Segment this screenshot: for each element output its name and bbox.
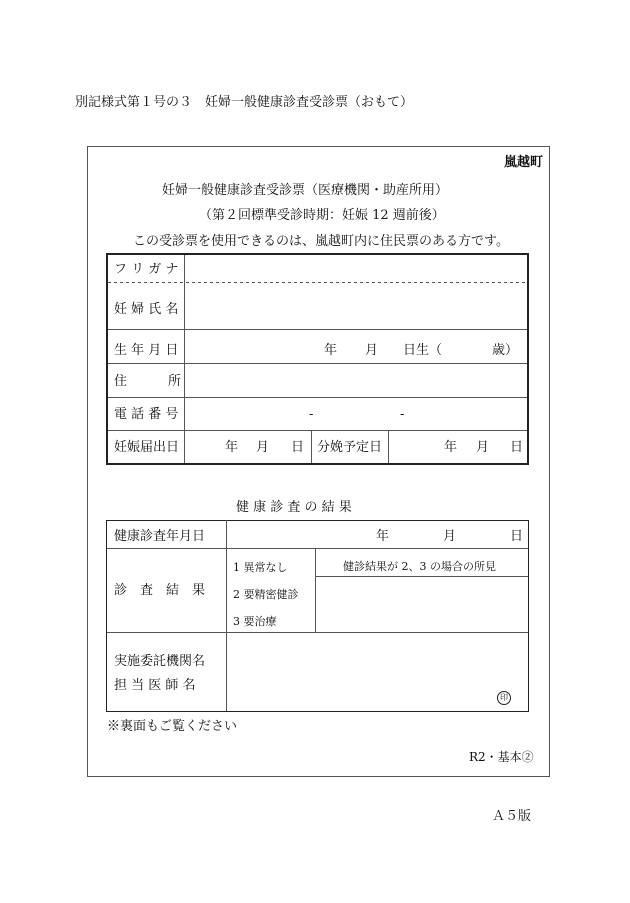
address-label-second: 所 <box>168 374 182 389</box>
birth-row-bottom <box>108 363 527 364</box>
report-year-unit: 年 <box>225 440 239 455</box>
due-day-unit: 日 <box>510 440 524 455</box>
birth-day-unit: 日生（ <box>403 343 443 358</box>
pregnancy-report-date-label: 妊娠届出日 <box>114 440 180 455</box>
exam-day-unit: 日 <box>510 529 524 544</box>
patient-table-bottom-border <box>106 463 529 465</box>
paper-size-label: Ａ５版 <box>492 809 532 824</box>
result-option-detailed-exam: 2 要精密健診 <box>233 588 299 601</box>
furigana-dotted-divider <box>108 282 527 283</box>
town-name: 嵐越町 <box>504 155 544 170</box>
birth-month-unit: 月 <box>365 343 379 358</box>
results-table-bottom-border <box>106 711 529 712</box>
report-day-unit: 日 <box>291 440 305 455</box>
results-table-right-border <box>528 520 529 712</box>
findings-label: 健診結果が 2、3 の場合の所見 <box>343 560 496 573</box>
due-month-unit: 月 <box>476 440 490 455</box>
exam-date-row-bottom <box>107 548 528 549</box>
phone-separator-first: - <box>309 407 314 422</box>
form-title: 妊婦一般健康診査受診票（医療機関・助産所用） <box>162 183 449 198</box>
patient-table-right-border <box>527 253 529 465</box>
age-unit: 歳） <box>492 343 519 358</box>
results-section-title: 健 康 診 査 の 結 果 <box>236 500 352 515</box>
patient-table-top-border <box>106 253 529 255</box>
address-label-first: 住 <box>114 374 128 389</box>
patient-table-left-border <box>106 253 108 465</box>
contracted-facility-label: 実施委託機関名 <box>114 654 206 669</box>
exam-month-unit: 月 <box>443 529 457 544</box>
form-number-header: 別記様式第１号の３ 妊婦一般健康診査受診票（おもて） <box>75 95 414 110</box>
exam-result-label: 診 査 結 果 <box>114 583 206 598</box>
birth-date-label: 生 年 月 日 <box>114 343 179 358</box>
exam-date-label: 健康診査年月日 <box>114 529 206 544</box>
pregnant-woman-name-label: 妊 婦 氏 名 <box>114 302 179 317</box>
result-option-treatment: 3 要治療 <box>233 615 277 628</box>
report-month-unit: 月 <box>256 440 270 455</box>
birth-year-unit: 年 <box>324 343 338 358</box>
result-option-normal: 1 異常なし <box>233 561 288 574</box>
name-row-bottom <box>108 329 527 330</box>
exam-year-unit: 年 <box>376 529 390 544</box>
phone-number-label: 電 話 番 号 <box>114 407 179 422</box>
report-due-divider <box>311 431 312 463</box>
due-date-label: 分娩予定日 <box>317 440 383 455</box>
seal-mark: 印 <box>497 691 511 705</box>
findings-header-bottom <box>316 576 528 577</box>
options-findings-divider <box>315 549 316 632</box>
phone-row-bottom <box>108 430 527 431</box>
phone-separator-second: - <box>400 407 405 422</box>
attending-doctor-label: 担 当 医 師 名 <box>114 678 196 693</box>
patient-label-divider <box>184 255 185 463</box>
due-label-divider <box>388 431 389 463</box>
eligibility-notice: この受診票を使用できるのは、嵐越町内に住民票のある方です。 <box>133 234 509 249</box>
form-code: R2・基本② <box>469 750 534 764</box>
back-side-notice: ※裏面もご覧ください <box>107 719 238 734</box>
furigana-label: フ リ ガ ナ <box>114 262 179 277</box>
exam-result-row-bottom <box>107 632 528 633</box>
address-row-bottom <box>108 397 527 398</box>
form-subtitle: （第２回標準受診時期：妊娠 12 週前後） <box>199 208 445 223</box>
results-table-top-border <box>106 520 529 521</box>
due-year-unit: 年 <box>444 440 458 455</box>
